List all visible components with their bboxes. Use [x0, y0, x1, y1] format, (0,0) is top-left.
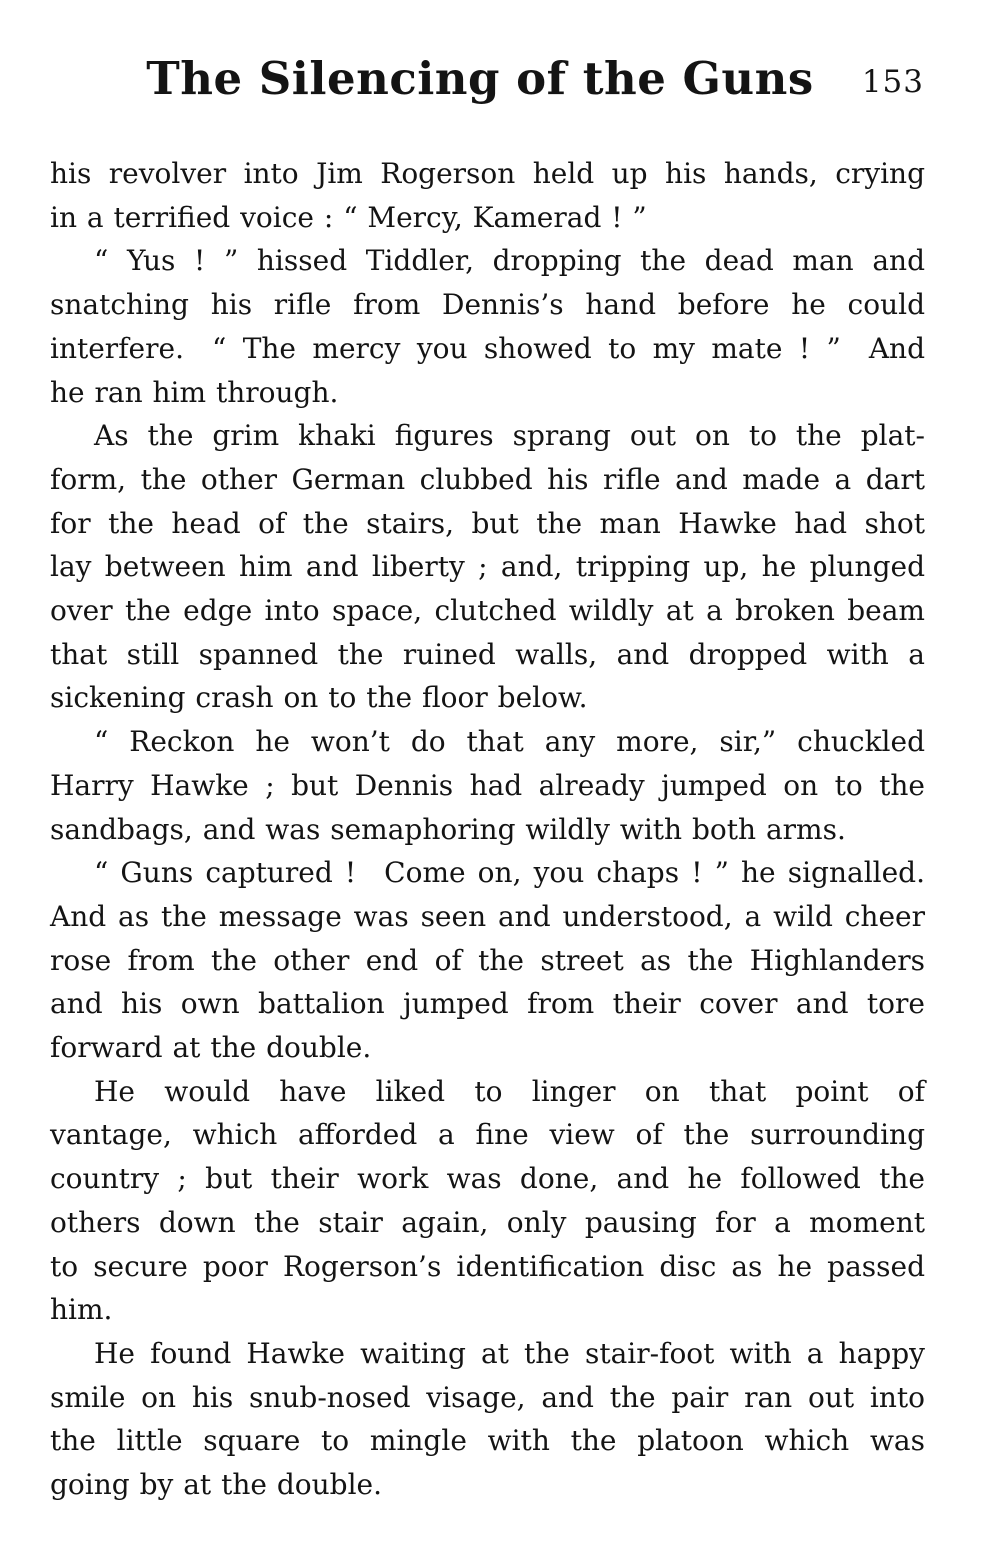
text-line: others down the stair again, only pausing for a moment: [50, 1205, 925, 1239]
text-line: sandbags, and was semaphoring wildly with both arms.: [50, 812, 846, 846]
text-line: Harry Hawke ; but Dennis had already jumped on to the: [50, 768, 925, 802]
page-number: 153: [861, 64, 924, 100]
text-line: that still spanned the ruined walls, and dropped with a: [50, 637, 925, 671]
text-line: snatching his rifle from Dennis’s hand before he could: [50, 288, 925, 322]
text-line: sickening crash on to the floor below.: [50, 681, 588, 715]
text-line: form, the other German clubbed his rifle and made a dart: [50, 462, 925, 496]
page-header: [0, 0, 1000, 130]
text-line: He would have liked to linger on that point of: [94, 1074, 925, 1108]
text-line: going by at the double.: [50, 1468, 383, 1502]
text-line: “ Reckon he won’t do that any more, sir,” chuckled: [94, 725, 925, 759]
text-line: for the head of the stairs, but the man Hawke had shot: [50, 506, 925, 540]
text-line: the little square to mingle with the platoon which was: [50, 1424, 925, 1458]
text-line: forward at the double.: [50, 1031, 372, 1065]
page-body: [0, 130, 1000, 1507]
text-line: over the edge into space, clutched wildly at a broken beam: [50, 594, 925, 628]
text-line: in a terrified voice : “ Mercy, Kamerad ! ”: [50, 200, 647, 234]
text-line: vantage, which afforded a fine view of the surrounding: [50, 1118, 925, 1152]
text-line: “ Guns captured ! Come on, you chaps ! ” he signalled.: [94, 856, 925, 890]
text-line: him.: [50, 1293, 113, 1327]
text-line: to secure poor Rogerson’s identification disc as he passed: [50, 1249, 925, 1283]
text-line: his revolver into Jim Rogerson held up his hands, crying: [50, 157, 925, 190]
text-line: He found Hawke waiting at the stair-foot with a happy: [94, 1336, 925, 1370]
text-line: and his own battalion jumped from their cover and tore: [50, 987, 925, 1021]
page-title: The Silencing of the Guns: [146, 52, 814, 105]
text-line: “ Yus ! ” hissed Tiddler, dropping the dead man and: [94, 244, 925, 278]
text-line: And as the message was seen and understood, a wild cheer: [50, 899, 925, 933]
text-line: As the grim khaki figures sprang out on to the plat-: [94, 419, 925, 453]
text-line: smile on his snub-nosed visage, and the pair ran out into: [50, 1380, 925, 1414]
text-line: he ran him through.: [50, 375, 339, 409]
text-line: lay between him and liberty ; and, tripping up, he plunged: [50, 550, 925, 584]
text-line: country ; but their work was done, and he followed the: [50, 1162, 925, 1196]
text-line: interfere. “ The mercy you showed to my mate ! ” And: [50, 331, 925, 365]
text-line: rose from the other end of the street as the Highlanders: [50, 943, 925, 977]
